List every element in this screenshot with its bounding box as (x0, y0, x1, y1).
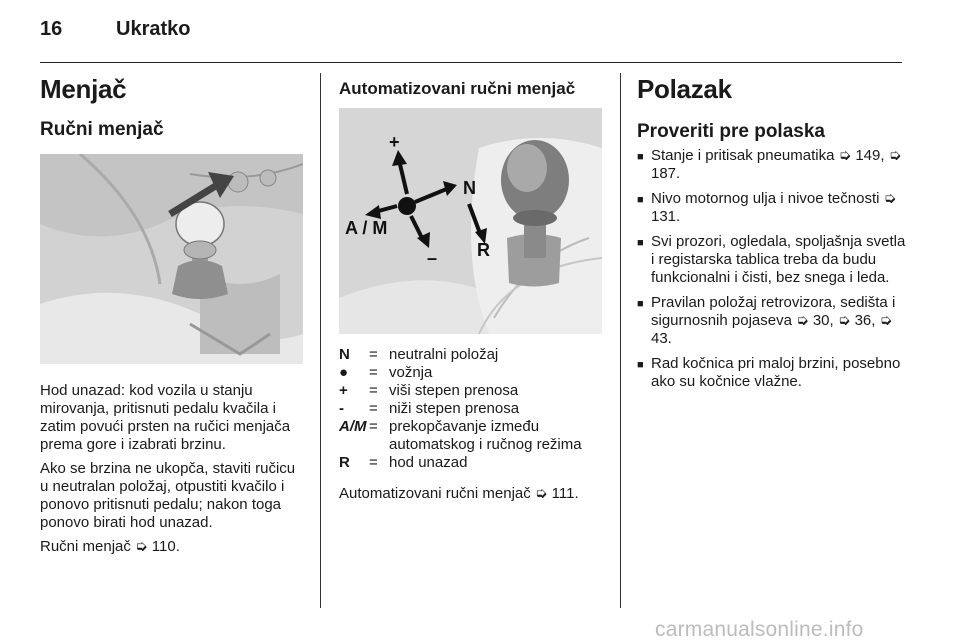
gear-lever-drawing (40, 154, 303, 364)
legend-eq: = (369, 400, 378, 417)
am-label: A / M (345, 218, 388, 238)
legend-value: prekopčavanje između automatskog i ručnog režima (389, 418, 582, 453)
section-title: Polazak (637, 74, 732, 104)
column-starting-off (637, 72, 907, 391)
column-divider-1 (320, 73, 321, 608)
page-header (40, 18, 190, 41)
section-subtitle: Proveriti pre polaska (637, 121, 825, 142)
cross-reference: Ručni menjač ➭ 110. (40, 538, 180, 555)
bullet-icon: ■ (637, 298, 644, 310)
legend-row (339, 418, 614, 454)
legend-row (339, 382, 614, 400)
legend-key: R (339, 454, 350, 471)
list-item-text: Nivo motornog ulja i nivoe tečnosti ➭ 131. (651, 190, 897, 225)
automated-gearbox-illustration (339, 108, 602, 334)
legend-row (339, 454, 614, 472)
bullet-icon: ■ (637, 359, 644, 371)
column-automated-gearbox (339, 72, 609, 502)
column-divider-2 (620, 73, 621, 608)
column-manual-gearbox (40, 72, 305, 556)
legend-row (339, 400, 614, 418)
manual-gearbox-illustration (40, 154, 303, 364)
list-item (637, 233, 907, 287)
paragraph: Ako se brzina ne ukopča, staviti ručicu u neutralan položaj, otpustiti kvačilo i ponovo pritisnuti pedalu; nakon toga ponovo birati hod unazad. (40, 460, 296, 531)
bullet-icon: ■ (637, 151, 644, 163)
legend-key: ● (339, 364, 349, 381)
legend-value: neutralni položaj (389, 346, 499, 363)
chapter-title: Ukratko (116, 18, 191, 40)
list-item-text: Rad kočnica pri maloj brzini, posebno ako su kočnice vlažne. (651, 355, 901, 390)
list-item-text: Svi prozori, ogledala, spoljašnja svetla i registarska tablica treba da budu funkcionalni i čisti, bez snega i leda. (651, 233, 906, 286)
legend-row (339, 364, 614, 382)
list-item (637, 355, 907, 391)
bullet-icon: ■ (637, 237, 644, 249)
paragraph: Hod unazad: kod vozila u stanju mirovanja, pritisnuti pedalu kvačila i zatim povući prsten na ručici menjača prema gore i izabrati brzinu. (40, 382, 291, 453)
legend-value: hod unazad (389, 454, 468, 471)
legend-row (339, 346, 614, 364)
section-title: Menjač (40, 74, 127, 104)
section-subtitle: Ručni menjač (40, 119, 164, 140)
symbol-legend (339, 346, 614, 472)
legend-value: viši stepen prenosa (389, 382, 519, 399)
checklist (637, 147, 907, 391)
r-label: R (477, 240, 490, 260)
legend-value: niži stepen prenosa (389, 400, 520, 417)
legend-key: N (339, 346, 350, 363)
section-subtitle: Automatizovani ručni menjač (339, 79, 576, 98)
legend-eq: = (369, 364, 378, 381)
legend-eq: = (369, 382, 378, 399)
list-item-text: Pravilan položaj retrovizora, sedišta i sigurnosnih pojaseva ➭ 30, ➭ 36, ➭ 43. (651, 294, 896, 347)
legend-eq: = (369, 346, 378, 363)
header-divider (40, 62, 902, 63)
list-item (637, 190, 907, 226)
legend-key: - (339, 400, 344, 417)
list-item (637, 147, 907, 183)
legend-key: A/M (339, 418, 367, 435)
page-number: 16 (40, 18, 63, 40)
minus-label: – (427, 248, 438, 268)
gear-selector-diagram (339, 108, 602, 334)
bullet-icon: ■ (637, 194, 644, 206)
legend-eq: = (369, 418, 378, 435)
n-label: N (463, 178, 476, 198)
list-item-text: Stanje i pritisak pneumatika ➭ 149, ➭ 187. (651, 147, 902, 182)
cross-reference: Automatizovani ručni menjač ➭ 111. (339, 485, 579, 502)
list-item (637, 294, 907, 348)
legend-eq: = (369, 454, 378, 471)
legend-key: + (339, 382, 348, 399)
watermark: carmanualsonline.info (655, 618, 864, 641)
plus-label: + (389, 132, 400, 152)
legend-value: vožnja (389, 364, 433, 381)
